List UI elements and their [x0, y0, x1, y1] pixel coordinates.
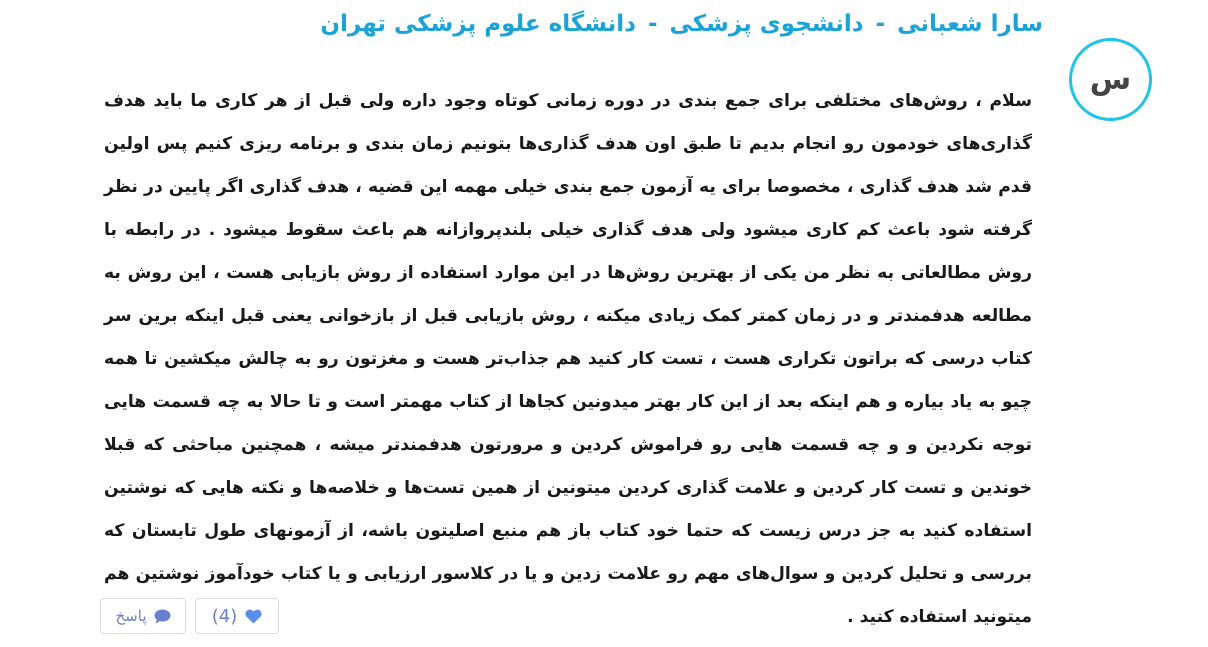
- author-name[interactable]: سارا شعبانی: [897, 11, 1043, 37]
- author-separator: -: [647, 11, 658, 37]
- reply-button[interactable]: [100, 598, 186, 634]
- author-role: دانشجوی پزشکی: [669, 11, 864, 37]
- like-count: (4): [211, 605, 238, 627]
- avatar[interactable]: [1069, 38, 1152, 121]
- comment-actions: [100, 598, 279, 634]
- speech-bubble-icon: [154, 609, 171, 624]
- comment-body: سلام ، روش‌های مختلفی برای جمع بندی در دوره زمانی کوتاه وجود داره ولی قبل از هر کاری ما باید هدف گذاری‌های خودمون رو انجام بدیم تا طبق اون هدف گذاری‌ها بتونیم زمان بندی و برنامه ریزی کنیم پس اولین قدم شد هدف گذاری ، مخصوصا برای یه آزمون جمع بندی خیلی مهمه این قضیه ، هدف گذاری اگر پایین در نظر گرفته شود باعث کم کاری میشود ولی هدف گذاری خیلی بلندپروازانه هم باعث سقوط میشود . در رابطه با روش مطالعاتی به نظر من یکی از بهترین روش‌ها در این موارد استفاده از روش بازیابی هست ، این روش به مطالعه هدفمندتر و در زمان کمتر کمک زیادی میکنه ، روش بازیابی قبل از بازخوانی یعنی قبل اینکه برین سر کتاب درسی که براتون تکراری هست ، تست کار کنید هم جذاب‌تر هست و مغزتون رو به چالش میکشین تا همه چیو به یاد بیاره و هم اینکه بعد از این کار بهتر میدونین کجاها از کتاب مهمتر است و تا حالا به چه قسمت هایی توجه نکردین و و چه قسمت هایی رو فراموش کردین و مرورتون هدفمندتر میشه ، همچنین مباحثی که قبلا خوندین و تست کار کردین و علامت گذاری کردین میتونین از همین تست‌ها و خلاصه‌ها و نکته هایی که نوشتین استفاده کنید به جز درس زیست که حتما خود کتاب باز هم منبع اصلیتون باشه، از آزمونهای طول تابستان که بررسی و تحلیل کردین و سوال‌های مهم رو علامت زدین و یا در کلاسور ارزیابی و یا کتاب خودآموز نوشتین هم میتونید استفاده کنید .: [104, 91, 1032, 627]
- author-separator: -: [875, 11, 886, 37]
- heart-icon: [245, 609, 262, 624]
- author-affiliation: دانشگاه علوم پزشکی تهران: [320, 11, 636, 37]
- avatar-initial: س: [1089, 62, 1132, 97]
- author-line: [320, 8, 1043, 40]
- like-button[interactable]: [195, 598, 279, 634]
- reply-label: پاسخ: [115, 607, 147, 625]
